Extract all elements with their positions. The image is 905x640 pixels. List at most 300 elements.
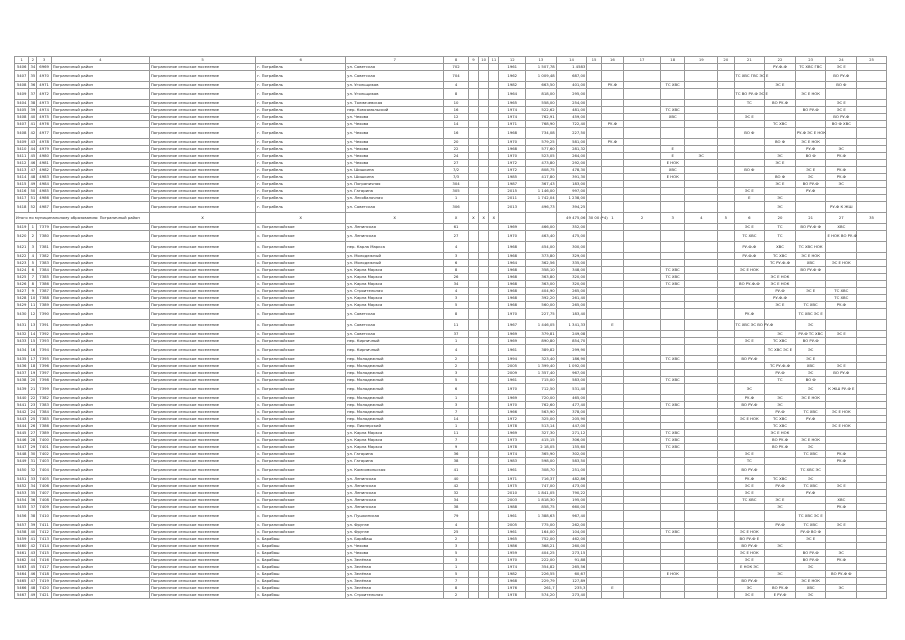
total-area-cell: 404,90 xyxy=(526,288,557,295)
record-id-cell: 5449 xyxy=(15,458,29,465)
empty-cell xyxy=(718,592,734,599)
row-number-cell: 39 xyxy=(30,522,36,527)
service-cell: ЭС xyxy=(765,395,796,402)
empty-cell xyxy=(587,89,601,100)
empty-cell xyxy=(857,402,887,409)
empty-cell xyxy=(489,585,499,592)
table-row xyxy=(15,395,887,402)
service-cell: ЭС Е xyxy=(795,288,826,295)
empty-cell xyxy=(479,128,489,139)
settlement-cell: Пограничное сельское поселение xyxy=(149,430,255,437)
code-cell: 7391 xyxy=(37,320,51,331)
empty-cell xyxy=(718,416,734,423)
settlement-cell: Пограничное сельское поселение xyxy=(149,377,255,384)
year-cell: 1978 xyxy=(499,444,526,451)
service-cell: РУ-Ф xyxy=(601,139,623,146)
service-cell: ЭС Е xyxy=(734,338,765,345)
empty-cell xyxy=(489,465,499,476)
empty-cell xyxy=(489,82,499,89)
street-cell: ул. Чехова xyxy=(346,121,444,128)
total-area-cell: 858,75 xyxy=(526,504,557,511)
service-cell: ЭС xyxy=(795,476,826,483)
year-cell: 1970 xyxy=(499,557,526,564)
service-cell: ЭС xyxy=(765,331,796,338)
street-cell: ул. Ленинская xyxy=(346,483,444,490)
total-area-cell: 560,00 xyxy=(526,302,557,309)
row-number-cell: 47 xyxy=(30,167,36,172)
settlement-cell: Пограничное сельское поселение xyxy=(149,181,255,188)
service-cell xyxy=(660,476,685,483)
street-cell: ул. Ленинская xyxy=(346,504,444,511)
empty-cell xyxy=(489,430,499,437)
settlement-cell: Пограничное сельское поселение xyxy=(149,543,255,550)
house-number-cell: 4 xyxy=(444,345,469,356)
year-cell: 1968 xyxy=(499,242,526,253)
settlement-cell: Пограничное сельское поселение xyxy=(149,395,255,402)
service-cell xyxy=(660,224,685,231)
empty-cell xyxy=(489,543,499,550)
column-number-cell: 23 xyxy=(795,57,826,64)
code-cell: 6969 xyxy=(37,64,51,71)
empty-cell xyxy=(718,281,734,288)
service-cell xyxy=(601,395,623,402)
code-cell: 7407 xyxy=(37,490,51,497)
house-number-cell: 9 xyxy=(444,444,469,451)
house-number-cell: 3 xyxy=(444,543,469,550)
service-cell: ЭС Е НОК xyxy=(765,274,796,281)
record-id-cell: 5437 xyxy=(15,370,29,377)
locality-cell: с. Барабаш xyxy=(256,578,346,585)
settlement-cell: Пограничное сельское поселение xyxy=(149,309,255,320)
service-cell xyxy=(601,444,623,451)
empty-cell xyxy=(587,274,601,281)
house-number-cell: 5 xyxy=(444,302,469,309)
house-number-cell: 2 xyxy=(444,592,469,599)
street-cell: ул. Фрунзе xyxy=(346,522,444,529)
empty-cell xyxy=(587,395,601,402)
row-number-cell: 42 xyxy=(30,543,36,548)
service-cell xyxy=(826,320,857,331)
record-id-cell: 5459 xyxy=(15,536,29,543)
house-number-cell: 3 xyxy=(444,253,469,260)
settlement-cell: Пограничное сельское поселение xyxy=(149,529,255,536)
service-cell: ЭС Е xyxy=(765,302,796,309)
record-id-cell: 5427 xyxy=(15,288,29,295)
service-cell xyxy=(660,363,685,370)
living-area-cell: 273,15 xyxy=(556,550,587,557)
empty-cell xyxy=(479,395,489,402)
service-cell xyxy=(660,338,685,345)
service-cell xyxy=(660,592,685,599)
district-cell: Пограничный район xyxy=(51,511,149,522)
district-cell: Пограничный район xyxy=(51,363,149,370)
empty-cell xyxy=(857,592,887,599)
locality-cell: г. Пограбель xyxy=(256,160,346,167)
service-cell xyxy=(685,536,718,543)
year-cell: 1961 xyxy=(499,377,526,384)
street-cell: ул. Гагарина xyxy=(346,458,444,465)
service-cell xyxy=(734,153,765,160)
service-cell xyxy=(685,437,718,444)
table-row xyxy=(15,128,887,139)
empty-cell xyxy=(718,490,734,497)
empty-cell xyxy=(489,504,499,511)
total-area-cell: 747,00 xyxy=(526,483,557,490)
table-row xyxy=(15,195,887,202)
record-id-cell: 5436 xyxy=(15,363,29,370)
house-number-cell: 7 xyxy=(444,409,469,416)
empty-cell xyxy=(468,253,478,260)
row-number-cell: 43 xyxy=(30,550,36,555)
service-cell xyxy=(660,550,685,557)
housing-register-table xyxy=(14,56,887,599)
settlement-cell: Пограничное сельское поселение xyxy=(149,423,255,430)
settlement-cell: Пограничное сельское поселение xyxy=(149,71,255,82)
column-number-cell: 18 xyxy=(660,57,685,64)
house-number-cell: 22 xyxy=(444,146,469,153)
empty-cell xyxy=(857,444,887,451)
empty-cell xyxy=(587,476,601,483)
street-cell: ул. Комсомольская xyxy=(346,465,444,476)
settlement-cell: Пограничное сельское поселение xyxy=(149,497,255,504)
total-area-cell: 454,00 xyxy=(526,242,557,253)
total-area-cell: 229,79 xyxy=(526,578,557,585)
empty-cell xyxy=(587,231,601,242)
subtotal-mark: Х xyxy=(346,213,444,224)
empty-cell xyxy=(468,188,478,195)
service-cell: ЭС Е xyxy=(734,557,765,564)
empty-cell xyxy=(479,181,489,188)
empty-cell xyxy=(857,465,887,476)
record-id-cell: 5430 xyxy=(15,309,29,320)
record-id-cell: 5410 xyxy=(15,146,29,153)
service-cell: ЭС Е НОК xyxy=(734,416,765,423)
service-cell xyxy=(685,423,718,430)
service-cell xyxy=(601,274,623,281)
table-row xyxy=(15,64,887,71)
street-cell: ул. Зелёная xyxy=(346,585,444,592)
column-number-cell: 8 xyxy=(444,57,469,64)
row-number-cell: 25 xyxy=(30,416,36,421)
year-cell: 1969 xyxy=(499,224,526,231)
service-cell: РУ-Ф xyxy=(765,288,796,295)
service-cell: ЭС Е xyxy=(734,451,765,458)
house-number-cell: 6 xyxy=(444,384,469,395)
service-cell: ТС ХВС xyxy=(765,476,796,483)
locality-cell: с. Пограничайское xyxy=(256,529,346,536)
year-cell: 1978 xyxy=(499,423,526,430)
settlement-cell: Пограничное сельское поселение xyxy=(149,370,255,377)
service-cell xyxy=(685,395,718,402)
street-cell: пер. Молодежный xyxy=(346,363,444,370)
code-cell: 4981 xyxy=(37,160,51,167)
service-cell xyxy=(685,578,718,585)
service-cell: ЭС Е НОК xyxy=(795,578,826,585)
settlement-cell: Пограничное сельское поселение xyxy=(149,167,255,174)
district-cell: Пограничный район xyxy=(51,146,149,153)
settlement-cell: Пограничное сельское поселение xyxy=(149,202,255,213)
table-row xyxy=(15,338,887,345)
empty-cell xyxy=(587,107,601,114)
house-number-cell: 7/2 xyxy=(444,167,469,174)
service-cell: ТС ХВС ЭС Е xyxy=(765,345,796,356)
service-cell xyxy=(601,490,623,497)
empty-cell xyxy=(526,213,557,224)
empty-cell xyxy=(857,181,887,188)
district-cell: Пограничный район xyxy=(51,497,149,504)
empty-cell xyxy=(468,423,478,430)
locality-cell: с. Пограничайское xyxy=(256,356,346,363)
total-area-cell: 363,00 xyxy=(526,281,557,288)
street-cell: ул. Лесобалочная xyxy=(346,195,444,202)
row-number-cell: 40 xyxy=(30,529,36,534)
empty-cell xyxy=(489,529,499,536)
empty-cell xyxy=(468,345,478,356)
empty-cell xyxy=(624,128,661,139)
service-cell: ТС ХВС xyxy=(660,529,685,536)
empty-cell xyxy=(624,536,661,543)
district-cell: Пограничный район xyxy=(51,320,149,331)
empty-cell xyxy=(479,274,489,281)
settlement-cell: Пограничное сельское поселение xyxy=(149,402,255,409)
empty-cell xyxy=(857,458,887,465)
year-cell: 1968 xyxy=(499,288,526,295)
service-cell xyxy=(601,174,623,181)
settlement-cell: Пограничное сельское поселение xyxy=(149,592,255,599)
street-cell: ул. Карла Маркса xyxy=(346,437,444,444)
service-cell xyxy=(601,160,623,167)
service-cell xyxy=(826,592,857,599)
empty-cell xyxy=(489,242,499,253)
district-cell: Пограничный район xyxy=(51,253,149,260)
service-cell xyxy=(660,253,685,260)
empty-cell xyxy=(479,437,489,444)
street-cell: пер. Кирпичный xyxy=(346,338,444,345)
district-cell: Пограничный район xyxy=(51,114,149,121)
district-cell: Пограничный район xyxy=(51,504,149,511)
year-cell: 1969 xyxy=(499,331,526,338)
row-number-cell: 8 xyxy=(29,281,37,288)
service-cell xyxy=(601,153,623,160)
row-number-cell: 37 xyxy=(29,89,37,100)
empty-cell xyxy=(624,231,661,242)
empty-cell xyxy=(718,274,734,281)
service-cell xyxy=(601,114,623,121)
empty-cell xyxy=(468,550,478,557)
living-area-cell: 320,00 xyxy=(556,281,587,288)
living-area-cell: 335,00 xyxy=(556,260,587,267)
empty-cell xyxy=(489,167,499,174)
empty-cell xyxy=(489,231,499,242)
empty-cell xyxy=(479,71,489,82)
service-cell: ТС ХВС xyxy=(765,253,796,260)
code-cell: 7416 xyxy=(37,557,51,564)
living-area-cell: 251,00 xyxy=(556,465,587,476)
empty-cell xyxy=(857,356,887,363)
empty-cell xyxy=(718,363,734,370)
living-area-cell: 264,00 xyxy=(556,153,587,160)
service-cell: ЭС Е xyxy=(734,483,765,490)
year-cell: 1968 xyxy=(499,281,526,288)
empty-cell xyxy=(624,302,661,309)
empty-cell xyxy=(857,288,887,295)
empty-cell xyxy=(468,578,478,585)
subtotal-number: 4 xyxy=(685,213,718,224)
code-cell: 7394 xyxy=(37,345,51,356)
service-cell xyxy=(734,274,765,281)
row-number-cell: 44 xyxy=(30,557,36,562)
service-cell: РУ-Ф xyxy=(765,522,796,529)
empty-cell xyxy=(479,522,489,529)
empty-cell xyxy=(587,536,601,543)
table-row xyxy=(15,224,887,231)
locality-cell: г. Пограбель xyxy=(256,121,346,128)
living-area-cell: 583,50 xyxy=(556,458,587,465)
empty-cell xyxy=(857,384,887,395)
empty-cell xyxy=(718,356,734,363)
row-number-cell: 3 xyxy=(29,242,37,253)
code-cell: 4971 xyxy=(37,82,51,89)
service-cell xyxy=(685,451,718,458)
row-number-cell: 7 xyxy=(29,274,37,281)
service-cell xyxy=(660,578,685,585)
empty-cell xyxy=(489,331,499,338)
service-cell xyxy=(685,511,718,522)
table-row xyxy=(15,363,887,370)
empty-cell xyxy=(468,395,478,402)
code-cell: 7402 xyxy=(37,451,51,458)
service-cell xyxy=(601,370,623,377)
row-number-cell: 43 xyxy=(30,139,36,144)
row-number-cell: 46 xyxy=(30,571,36,576)
empty-cell xyxy=(468,309,478,320)
code-cell: 4976 xyxy=(37,121,51,128)
row-number-cell: 10 xyxy=(30,295,36,300)
settlement-cell: Пограничное сельское поселение xyxy=(149,571,255,578)
locality-cell: с. Барабаш xyxy=(256,592,346,599)
service-cell xyxy=(765,536,796,543)
table-row xyxy=(15,490,887,497)
empty-cell xyxy=(718,139,734,146)
row-number-cell: 35 xyxy=(30,490,36,495)
living-area-cell: 348,00 xyxy=(556,267,587,274)
service-cell xyxy=(601,504,623,511)
district-cell: Пограничный район xyxy=(51,458,149,465)
row-number-cell: 19 xyxy=(30,370,36,375)
locality-cell: с. Пограничайское xyxy=(256,267,346,274)
district-cell: Пограничный район xyxy=(51,345,149,356)
empty-cell xyxy=(479,188,489,195)
service-cell: ЭС Е НОК xyxy=(795,89,826,100)
settlement-cell: Пограничное сельское поселение xyxy=(149,384,255,395)
service-cell xyxy=(601,64,623,71)
row-number-cell: 9 xyxy=(29,288,37,295)
year-cell: 1969 xyxy=(499,338,526,345)
district-cell: Пограничный район xyxy=(51,160,149,167)
empty-cell xyxy=(468,557,478,564)
empty-cell xyxy=(468,384,478,395)
empty-cell xyxy=(624,395,661,402)
year-cell: 1976 xyxy=(499,585,526,592)
record-id-cell: 5408 xyxy=(15,128,29,139)
service-cell xyxy=(660,536,685,543)
service-cell xyxy=(685,377,718,384)
living-area-cell: 967,00 xyxy=(556,370,587,377)
street-cell: ул. Чехова xyxy=(346,543,444,550)
empty-cell xyxy=(468,416,478,423)
empty-cell xyxy=(857,71,887,82)
service-cell: РУ-Ф xyxy=(826,504,857,511)
empty-cell xyxy=(624,458,661,465)
locality-cell: с. Пограничайское xyxy=(256,281,346,288)
empty-cell xyxy=(479,153,489,160)
street-cell: ул. Карла Маркса xyxy=(346,274,444,281)
street-cell: ул. Ленинская xyxy=(346,231,444,242)
service-cell: Е xyxy=(660,153,685,160)
settlement-cell: Пограничное сельское поселение xyxy=(149,188,255,195)
service-cell xyxy=(734,121,765,128)
street-cell: пер. Молодежный xyxy=(346,409,444,416)
row-number-cell: 45 xyxy=(30,564,36,569)
year-cell: 1964 xyxy=(499,260,526,267)
street-cell: пер. Молодежный xyxy=(346,395,444,402)
locality-cell: с. Пограничайское xyxy=(256,363,346,370)
empty-cell xyxy=(718,224,734,231)
service-cell: ТС ХВС xyxy=(795,302,826,309)
house-number-cell: 14 xyxy=(444,121,469,128)
service-cell xyxy=(601,288,623,295)
district-cell: Пограничный район xyxy=(51,416,149,423)
service-cell: ВО РУ-Ф xyxy=(795,550,826,557)
service-cell: ЭС xyxy=(765,571,796,578)
living-area-cell: 391,30 xyxy=(556,174,587,181)
service-cell xyxy=(660,522,685,529)
table-row xyxy=(15,114,887,121)
service-cell: ЭС Е xyxy=(826,483,857,490)
year-cell: 1974 xyxy=(499,114,526,121)
house-number-cell: 5 xyxy=(444,571,469,578)
service-cell xyxy=(685,242,718,253)
empty-cell xyxy=(587,490,601,497)
house-number-cell: 702 xyxy=(444,64,469,71)
record-id-cell: 5457 xyxy=(15,522,29,529)
record-id-cell: 5431 xyxy=(15,320,29,331)
subtotal-mark: Х xyxy=(256,213,346,224)
empty-cell xyxy=(624,345,661,356)
living-area-cell: 1 238,00 xyxy=(556,195,587,202)
empty-cell xyxy=(718,242,734,253)
code-cell: 7403 xyxy=(37,458,51,465)
empty-cell xyxy=(468,302,478,309)
service-cell xyxy=(660,288,685,295)
empty-cell xyxy=(624,416,661,423)
service-cell: РУ-Ф xyxy=(826,458,857,465)
year-cell: 1965 xyxy=(499,536,526,543)
district-cell: Пограничный район xyxy=(51,585,149,592)
table-row xyxy=(15,167,887,174)
row-number-cell: 30 xyxy=(30,451,36,456)
service-cell xyxy=(685,345,718,356)
locality-cell: с. Пограничайское xyxy=(256,331,346,338)
empty-cell xyxy=(489,121,499,128)
service-cell xyxy=(685,64,718,71)
street-cell: ул. Зелёная xyxy=(346,564,444,571)
empty-cell xyxy=(468,100,478,107)
empty-cell xyxy=(468,571,478,578)
service-cell xyxy=(826,160,857,167)
locality-cell: с. Пограничайское xyxy=(256,490,346,497)
empty-cell xyxy=(624,578,661,585)
